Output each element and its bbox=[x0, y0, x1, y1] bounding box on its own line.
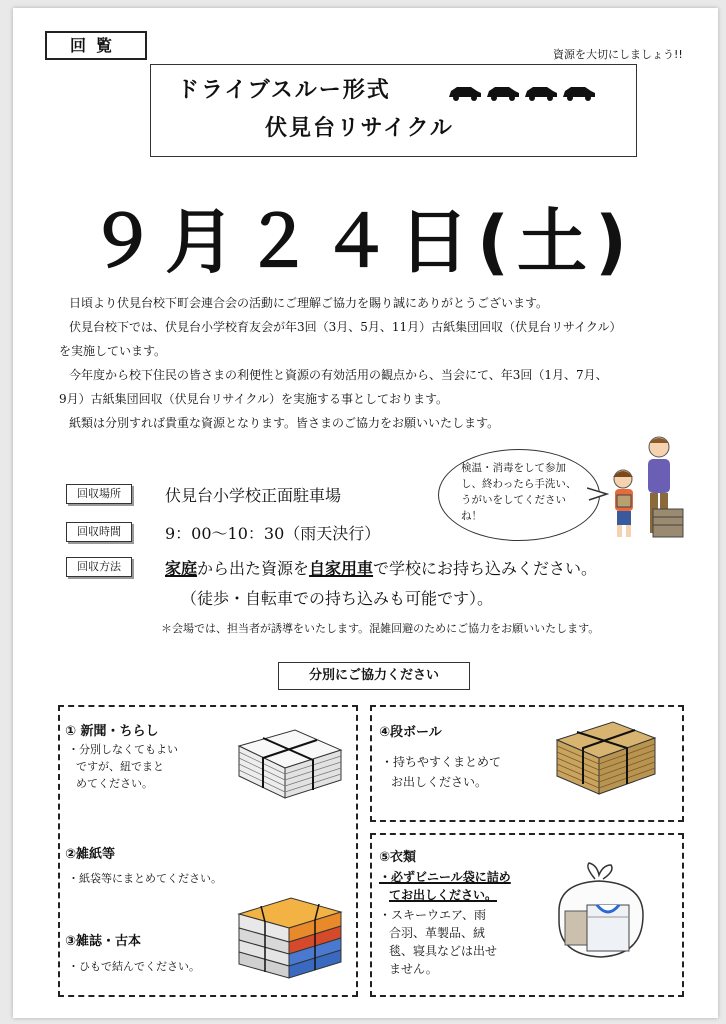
family-illustration bbox=[603, 433, 693, 551]
desc-line: ・必ずビニール袋に詰め bbox=[379, 870, 511, 884]
cat3-title: ③雑誌・古本 bbox=[65, 934, 142, 949]
cat2-title: ②雑紙等 bbox=[65, 847, 116, 862]
cat3-desc: ・ひもで結んでください。 bbox=[68, 960, 200, 973]
clothes-bag-icon bbox=[545, 861, 655, 961]
tagline: 資源を大切にしましょう!! bbox=[553, 48, 683, 61]
event-date: ９月２４日(土) bbox=[87, 201, 635, 283]
title-line1: ドライブスルー形式 bbox=[177, 78, 391, 103]
intro-line: を実施しています。 bbox=[59, 344, 167, 358]
intro-line: 紙類は分別すれば貴重な資源となります。皆さまのご協力をお願いいたします。 bbox=[69, 416, 500, 430]
magazine-stack-icon bbox=[235, 892, 345, 982]
intro-line: 日頃より伏見台校下町会連合会の活動にご理解ご協力を賜り誠にありがとうございます。 bbox=[69, 296, 549, 310]
desc-line: ・スキーウエア、雨 bbox=[379, 908, 487, 922]
cat4-desc bbox=[381, 752, 501, 792]
method-car: 自家用車 bbox=[309, 559, 374, 578]
title-box bbox=[150, 64, 637, 157]
method-text: で学校にお持ち込みください。 bbox=[373, 559, 598, 578]
desc-line: めてください。 bbox=[76, 777, 153, 790]
place-label: 回収場所 bbox=[66, 484, 132, 504]
method-line2: （徒歩・自転車での持ち込みも可能です）。 bbox=[181, 589, 494, 608]
cat5-title: ⑤衣類 bbox=[379, 850, 417, 865]
time-value: 9：00～10：30（雨天決行） bbox=[165, 524, 381, 543]
desc-line: 毯、寝具などは出せ bbox=[389, 944, 498, 958]
flyer-page bbox=[13, 8, 718, 1018]
intro-line: 伏見台校下では、伏見台小学校育友会が年3回（3月、5月、11月）古紙集団回収（伏見台リサイクル） bbox=[69, 320, 622, 334]
cat4-title: ④段ボール bbox=[379, 725, 442, 740]
desc-line: ません。 bbox=[389, 962, 438, 976]
cat5-bold bbox=[379, 868, 511, 904]
venue-note: ＊会場では、担当者が誘導をいたします。混雑回避のためにご協力をお願いいたします。 bbox=[161, 622, 600, 635]
circulation-badge: 回覧 bbox=[45, 31, 147, 60]
desc-line: ・持ちやすくまとめて bbox=[381, 755, 502, 769]
method-home: 家庭 bbox=[165, 559, 198, 578]
car-icon bbox=[525, 87, 557, 101]
place-value: 伏見台小学校正面駐車場 bbox=[165, 486, 342, 505]
intro-line: 今年度から校下住民の皆さまの利便性と資源の有効活用の観点から、当会にて、年3回（1月、7月、 bbox=[69, 368, 608, 382]
cat5-desc bbox=[379, 906, 497, 978]
desc-line: お出しください。 bbox=[391, 775, 488, 789]
desc-line: てお出しください。 bbox=[389, 888, 498, 902]
time-label: 回収時間 bbox=[66, 522, 132, 542]
newspaper-bundle-icon bbox=[233, 720, 345, 804]
title-line2: 伏見台リサイクル bbox=[265, 116, 454, 141]
cardboard-bundle-icon bbox=[553, 714, 659, 800]
method-value bbox=[165, 556, 597, 579]
cars-row bbox=[447, 83, 597, 107]
desc-line: 合羽、革製品、絨 bbox=[389, 926, 486, 940]
car-icon bbox=[449, 87, 481, 101]
cat2-desc: ・紙袋等にまとめてください。 bbox=[68, 872, 222, 885]
intro-line: 9月）古紙集団回収（伏見台リサイクル）を実施する事としております。 bbox=[59, 392, 448, 406]
sorting-title: 分別にご協力ください bbox=[278, 662, 470, 690]
desc-line: ですが、紐でまと bbox=[76, 760, 164, 773]
desc-line: ・分別しなくてもよい bbox=[68, 743, 178, 756]
cat1-title: ① 新聞・ちらし bbox=[65, 724, 159, 739]
intro-text bbox=[59, 291, 679, 435]
car-icon bbox=[563, 87, 595, 101]
car-icon bbox=[487, 87, 519, 101]
method-text: から出た資源を bbox=[197, 559, 310, 578]
cat1-desc bbox=[68, 741, 178, 792]
method-label: 回収方法 bbox=[66, 557, 132, 577]
bubble-text: 検温・消毒をして参加し、終わったら手洗い、うがいをしてくださいね！ bbox=[461, 462, 577, 522]
